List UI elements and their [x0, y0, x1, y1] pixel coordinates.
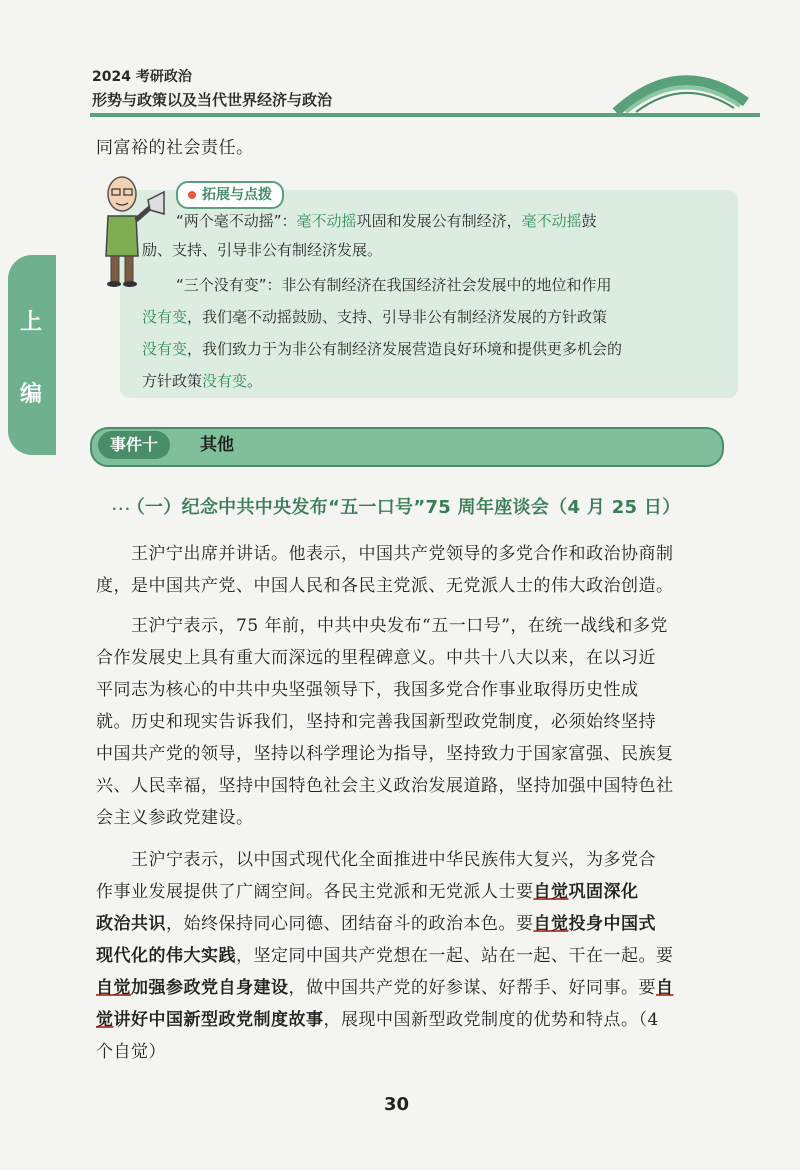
para3-line2: 作事业发展提供了广阔空间。各民主党派和无党派人士要自觉巩固深化: [96, 882, 639, 902]
tip-p2-line3: 没有变，我们致力于为非公有制经济发展营造良好环境和提供更多机会的: [142, 340, 623, 358]
header-arc-decoration-icon: [610, 62, 750, 114]
para2-line6: 兴、人民幸福，坚持中国特色社会主义政治发展道路，坚持加强中国特色社: [96, 776, 674, 796]
tip-p1-line1: “两个毫不动摇”：毫不动摇巩固和发展公有制经济，毫不动摇鼓: [176, 212, 597, 230]
teacher-mascot-icon: [94, 170, 166, 290]
para3-line6: 觉讲好中国新型政党制度故事，展现中国新型政党制度的优势和特点。（4: [96, 1010, 659, 1030]
header-book-title: 2024 考研政治: [92, 69, 192, 85]
para2-line5: 中国共产党的领导，坚持以科学理论为指导，坚持致力于国家富强、民族复: [96, 744, 674, 764]
para3-line1: 王沪宁表示，以中国式现代化全面推进中华民族伟大复兴，为多党合: [131, 850, 656, 870]
tip-dot-icon: [188, 191, 196, 199]
para2-line2: 合作发展史上具有重大而深远的里程碑意义。中共十八大以来，在以习近: [96, 648, 656, 668]
side-tab-char-1: 上: [20, 310, 43, 335]
lead-text: 同富裕的社会责任。: [96, 138, 254, 158]
para3-line4: 现代化的伟大实践，坚定同中国共产党想在一起、站在一起、干在一起。要: [96, 946, 674, 966]
para1-line1: 王沪宁出席并讲话。他表示，中国共产党领导的多党合作和政治协商制: [131, 544, 674, 564]
tip-p1-line2: 励、支持、引导非公有制经济发展。: [142, 241, 383, 259]
subtitle-dots-icon: ···: [112, 502, 132, 516]
para2-line4: 就。历史和现实告诉我们，坚持和完善我国新型政党制度，必须始终坚持: [96, 712, 656, 732]
para3-line5: 自觉加强参政党自身建设，做中国共产党的好参谋、好帮手、好同事。要自: [96, 978, 674, 998]
tip-p2-line2: 没有变，我们毫不动摇鼓励、支持、引导非公有制经济发展的方针政策: [142, 308, 608, 326]
para2-line7: 会主义参政党建设。: [96, 808, 254, 828]
tip-box-title: [176, 181, 284, 209]
tip-box-title-text: 拓展与点拨: [202, 187, 272, 203]
tip-p2-line4: 方针政策没有变。: [142, 372, 263, 390]
para3-line3: 政治共识，始终保持同心同德、团结奋斗的政治本色。要自觉投身中国式: [96, 914, 656, 934]
para2-line3: 平同志为核心的中共中央坚强领导下，我国多党合作事业取得历史性成: [96, 680, 639, 700]
header-subtitle: 形势与政策以及当代世界经济与政治: [92, 91, 333, 109]
event-label: 事件十: [98, 431, 170, 459]
side-tab-char-2: 编: [20, 382, 43, 407]
para1-line2: 度，是中国共产党、中国人民和各民主党派、无党派人士的伟大政治创造。: [96, 576, 674, 596]
section-side-tab: [8, 255, 56, 455]
para3-line7: 个自觉）: [96, 1042, 166, 1062]
running-header: [60, 62, 760, 122]
page-number: 30: [384, 1094, 410, 1115]
event-title: 其他: [200, 435, 234, 455]
event-banner: [90, 427, 728, 465]
section-subtitle: ··· （一）纪念中共中央发布“五一口号”75 周年座谈会（4 月 25 日）: [112, 497, 681, 518]
para2-line1: 王沪宁表示，75 年前，中共中央发布“五一口号”，在统一战线和多党: [131, 616, 668, 636]
tip-p2-line1: “三个没有变”：非公有制经济在我国经济社会发展中的地位和作用: [176, 276, 612, 294]
event-banner-bar: [90, 427, 724, 467]
